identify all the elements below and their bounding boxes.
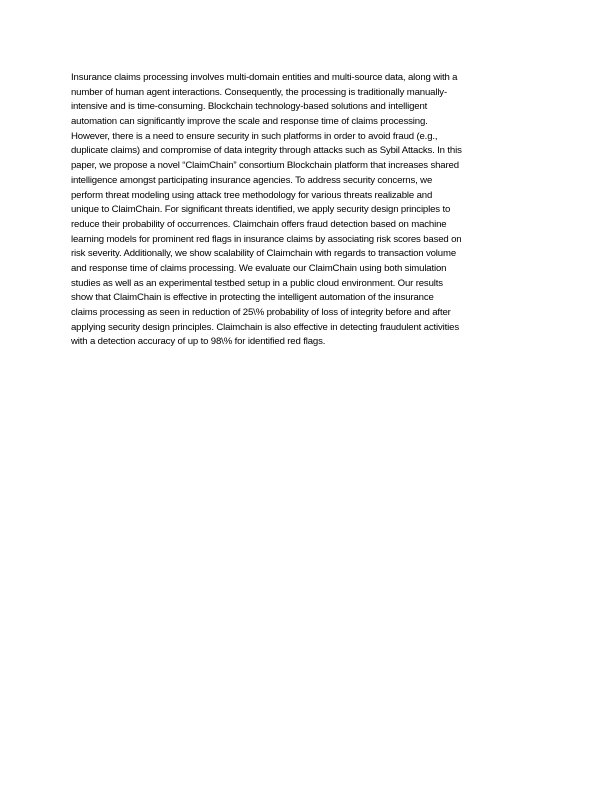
text-line: unique to ClaimChain. For significant threats identified, we apply security design principles to — [71, 204, 451, 216]
text-line: perform threat modeling using attack tree methodology for various threats realizable and — [71, 189, 433, 201]
text-line: intelligence amongst participating insurance agencies. To address security concerns, we — [71, 174, 433, 186]
text-line: with a detection accuracy of up to 98\% for identified red flags. — [71, 336, 326, 348]
text-line: studies as well as an experimental testbed setup in a public cloud environment. Our results — [71, 277, 443, 289]
text-line: reduce their probability of occurrences. Claimchain offers fraud detection based on machine — [71, 218, 447, 230]
text-line: number of human agent interactions. Consequently, the processing is traditionally manually- — [71, 86, 447, 98]
text-line: duplicate claims) and compromise of data integrity through attacks such as Sybil Attacks. In this — [71, 145, 462, 157]
text-line: paper, we propose a novel “ClaimChain” consortium Blockchain platform that increases shared — [71, 160, 459, 172]
text-line: learning models for prominent red flags in insurance claims by associating risk scores based on — [71, 233, 462, 245]
abstract-paragraph — [71, 71, 541, 350]
text-line: Insurance claims processing involves multi-domain entities and multi-source data, along with a — [71, 72, 458, 83]
text-line: and response time of claims processing. We evaluate our ClaimChain using both simulation — [71, 262, 447, 274]
text-line: show that ClaimChain is effective in protecting the intelligent automation of the insurance — [71, 292, 434, 304]
text-line: applying security design principles. Claimchain is also effective in detecting fraudulent activities — [71, 321, 459, 333]
text-line: intensive and is time-consuming. Blockchain technology-based solutions and intelligent — [71, 101, 428, 113]
text-line: claims processing as seen in reduction of 25\% probability of loss of integrity before and after — [71, 307, 451, 318]
text-line: However, there is a need to ensure security in such platforms in order to avoid fraud (e.g., — [71, 130, 438, 142]
text-line: automation can significantly improve the scale and response time of claims processing. — [71, 116, 428, 128]
text-line: risk severity. Additionally, we show scalability of Claimchain with regards to transaction volume — [71, 248, 456, 260]
